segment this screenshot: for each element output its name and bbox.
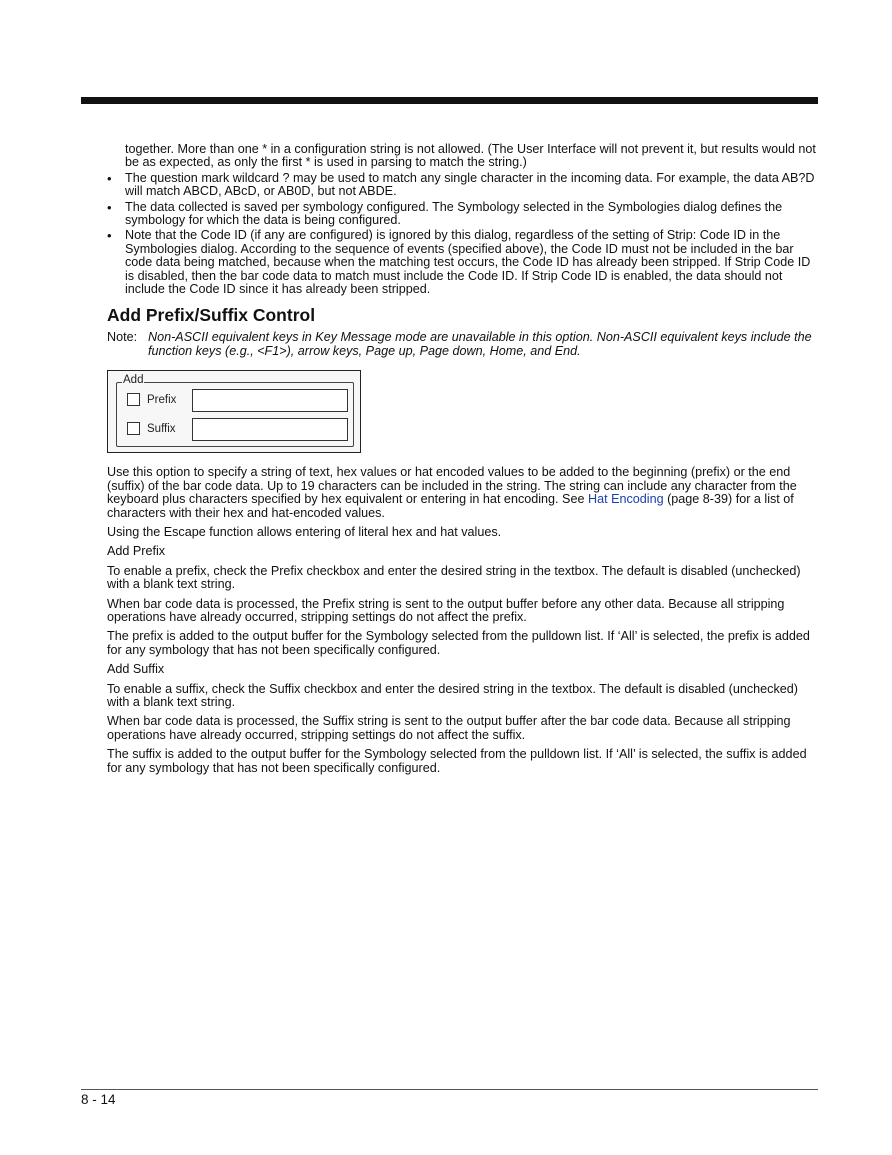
bullet-item-code-id: • Note that the Code ID (if any are configured) is ignored by this dialog, regardless of the setting of Strip: Code ID in the Symbologies dialog. According to the sequence of events (specified above), the Code ID must not be included in the bar code data being matched, because when the matching test occurs, the Code ID has already been stripped. If Strip Code ID is disabled, then the bar code data to match must include the Code ID. If Strip Code ID is enabled, the data should not include the Code ID since it has already been stripped.	[107, 229, 819, 296]
prefix-paragraph-symbology: The prefix is added to the output buffer for the Symbology selected from the pulldown list. If ‘All’ is selected, the prefix is added for any symbology that has not been specifically configured.	[107, 629, 810, 657]
suffix-paragraph-symbology: The suffix is added to the output buffer for the Symbology selected from the pulldown list. If ‘All’ is selected, the suffix is added for any symbology that has not been specifically configured.	[107, 747, 807, 775]
hat-encoding-link[interactable]: Hat Encoding	[587, 492, 664, 507]
prefix-paragraph-processing: When bar code data is processed, the Prefix string is sent to the output buffer before any other data. Because all stripping operations have already occurred, stripping settings do not affect the prefix.	[107, 596, 785, 624]
add-suffix-subheading: Add Suffix	[107, 662, 165, 677]
page-number: 8 - 14	[81, 1092, 116, 1107]
section-heading: Add Prefix/Suffix Control	[107, 305, 316, 326]
prefix-textbox[interactable]	[192, 389, 348, 412]
add-prefix-suffix-dialog	[107, 370, 361, 453]
add-prefix-subheading: Add Prefix	[107, 544, 166, 559]
intro-continuation: together. More than one * in a configuration string is not allowed. (The User Interface will not prevent it, but results would not be as expected, as only the first * is used in parsing to match the string.)	[125, 142, 816, 170]
prefix-label: Prefix	[147, 394, 177, 407]
bullet-item-per-symbology: • The data collected is saved per symbology configured. The Symbology selected in the Symbologies dialog defines the symbology for which the data is being configured.	[107, 201, 819, 228]
usage-text-after-link: (page 8-39) for a list of characters with their hex and hat-encoded values.	[107, 492, 794, 520]
page-body	[107, 143, 819, 781]
suffix-paragraph-enable: To enable a suffix, check the Suffix checkbox and enter the desired string in the textbox. The default is disabled (unchecked) with a blank text string.	[107, 681, 798, 709]
header-rule	[81, 97, 818, 104]
prefix-checkbox[interactable]	[127, 393, 140, 406]
escape-paragraph: Using the Escape function allows entering of literal hex and hat values.	[107, 524, 502, 539]
note	[107, 331, 819, 358]
note-text: Non-ASCII equivalent keys in Key Message mode are unavailable in this option. Non-ASCII equivalent keys include the function keys (e.g., <F1>), arrow keys, Page up, Page down, Home, and End.	[148, 330, 812, 358]
suffix-checkbox[interactable]	[127, 422, 140, 435]
bullet-item-question-mark: • The question mark wildcard ? may be used to match any single character in the incoming data. For example, the data AB?D will match ABCD, ABcD, or AB0D, but not ABDE.	[107, 172, 819, 199]
footer-rule	[81, 1089, 818, 1090]
suffix-label: Suffix	[147, 423, 176, 436]
prefix-paragraph-enable: To enable a prefix, check the Prefix checkbox and enter the desired string in the textbox. The default is disabled (unchecked) with a blank text string.	[107, 563, 801, 592]
usage-text-before-link: Use this option to specify a string of text, hex values or hat encoded values to be added to the beginning (prefix) or the end (suffix) of the bar code data. Up to 19 characters can be included in the string. The string can include any character from the keyboard plus characters specified by hex equivalent or entering in hat encoding. See	[107, 465, 797, 507]
suffix-textbox[interactable]	[192, 418, 348, 441]
suffix-paragraph-processing: When bar code data is processed, the Suffix string is sent to the output buffer after the bar code data. Because all stripping operations have already occurred, stripping settings do not affect the suffix.	[107, 714, 791, 742]
add-group-label: Add	[123, 374, 144, 387]
bullet-list	[107, 172, 819, 297]
note-label: Note:	[107, 330, 138, 345]
usage-paragraph	[107, 466, 819, 520]
